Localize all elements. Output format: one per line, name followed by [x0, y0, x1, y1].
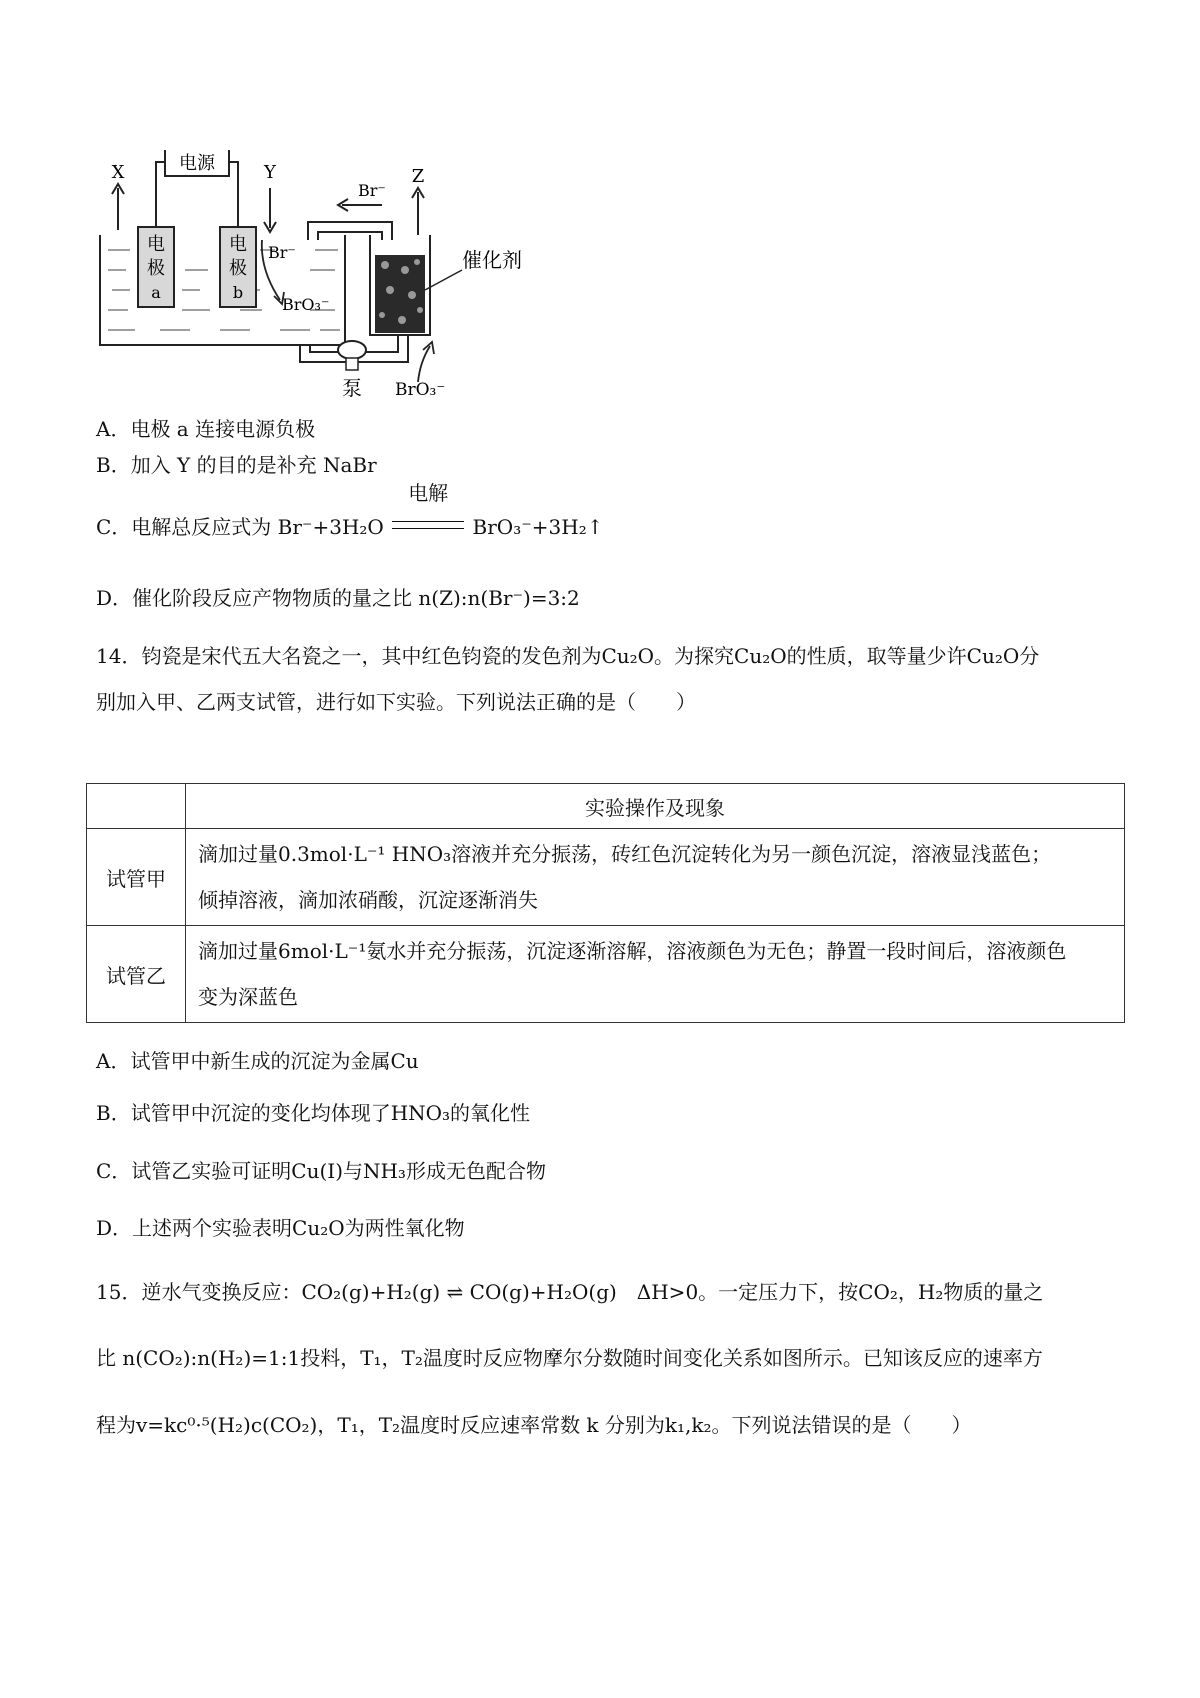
- condition-text: 电解: [408, 481, 449, 505]
- q13-option-a: A．电极 a 连接电源负极: [96, 417, 316, 441]
- power-label: 电源: [179, 153, 215, 174]
- electrode-a-label: 电: [147, 234, 165, 255]
- bro3-mid-label: BrO₃⁻: [282, 295, 330, 314]
- q15-stem-line3: 程为v=kc⁰·⁵(H₂)c(CO₂)，T₁，T₂温度时反应速率常数 k 分别为k₁,k₂。下列说法错误的是（ ）: [96, 1413, 972, 1437]
- row-content-cell: [186, 926, 1125, 1023]
- pump-label: 泵: [342, 376, 362, 400]
- q14-option-d: D．上述两个实验表明Cu₂O为两性氧化物: [96, 1216, 465, 1240]
- row-line: 滴加过量6mol·L⁻¹氨水并充分振荡，沉淀逐渐溶解，溶液颜色为无色；静置一段时间后，溶液颜色: [198, 939, 1067, 963]
- row-content-cell: [186, 829, 1125, 926]
- q14-option-b: B．试管甲中沉淀的变化均体现了HNO₃的氧化性: [96, 1101, 531, 1125]
- q13-option-b: B．加入 Y 的目的是补充 NaBr: [96, 453, 377, 477]
- table-header-row: [87, 784, 1125, 829]
- q14-option-a: A．试管甲中新生成的沉淀为金属Cu: [96, 1049, 419, 1073]
- row-line: 倾掉溶液，滴加浓硝酸，沉淀逐渐消失: [198, 888, 538, 912]
- row-name-cell: 试管乙: [87, 926, 186, 1023]
- table-corner-cell: [87, 784, 186, 829]
- svg-text:a: a: [151, 283, 161, 302]
- q14-option-c: C．试管乙实验可证明Cu(I)与NH₃形成无色配合物: [96, 1159, 546, 1183]
- row-line: 滴加过量0.3mol·L⁻¹ HNO₃溶液并充分振荡，砖红色沉淀转化为另一颜色沉淀，溶液显浅蓝色；: [198, 842, 1052, 866]
- q13-option-c: [96, 481, 604, 541]
- electrode-b-label: 电: [229, 234, 247, 255]
- q14-stem-line1: 14．钧瓷是宋代五大名瓷之一，其中红色钧瓷的发色剂为Cu₂O。为探究Cu₂O的性质，取等量少许Cu₂O分: [96, 644, 1040, 668]
- svg-text:极: 极: [229, 258, 247, 279]
- y-label: Y: [264, 162, 276, 183]
- electrolysis-condition: [390, 481, 466, 541]
- row-name-cell: 试管甲: [87, 829, 186, 926]
- br-left-label: Br⁻: [268, 243, 296, 262]
- q14-stem-line2: 别加入甲、乙两支试管，进行如下实验。下列说法正确的是（ ）: [96, 690, 696, 714]
- svg-text:极: 极: [147, 258, 165, 279]
- br-arrow-label: Br⁻: [358, 181, 386, 200]
- z-label: Z: [411, 166, 425, 187]
- q15-stem-line1: 15．逆水气变换反应：CO₂(g)+H₂(g) ⇌ CO(g)+H₂O(g) ΔH>0。一定压力下，按CO₂，H₂物质的量之: [96, 1280, 1044, 1304]
- experiment-table: [86, 783, 1125, 1023]
- x-label: X: [111, 162, 125, 183]
- row-line: 变为深蓝色: [198, 985, 298, 1009]
- catalyst-label: 催化剂: [462, 248, 522, 272]
- electrolysis-figure: [90, 150, 610, 440]
- table-row: [87, 926, 1125, 1023]
- q13-option-c-right: BrO₃⁻+3H₂↑: [472, 515, 604, 539]
- q15-stem-line2: 比 n(CO₂):n(H₂)=1:1投料，T₁，T₂温度时反应物摩尔分数随时间变化关系如图所示。已知该反应的速率方: [96, 1346, 1043, 1370]
- table-header-cell: 实验操作及现象: [186, 784, 1125, 829]
- bro3-in-label: BrO₃⁻: [395, 380, 446, 400]
- q13-option-c-left: Br⁻+3H₂O: [277, 515, 384, 539]
- q13-option-c-prefix: C．电解总反应式为: [96, 515, 272, 539]
- equals-bar: [392, 521, 464, 529]
- q13-option-d: D．催化阶段反应产物物质的量之比 n(Z):n(Br⁻)=3:2: [96, 586, 580, 610]
- table-row: [87, 829, 1125, 926]
- svg-text:b: b: [232, 283, 244, 302]
